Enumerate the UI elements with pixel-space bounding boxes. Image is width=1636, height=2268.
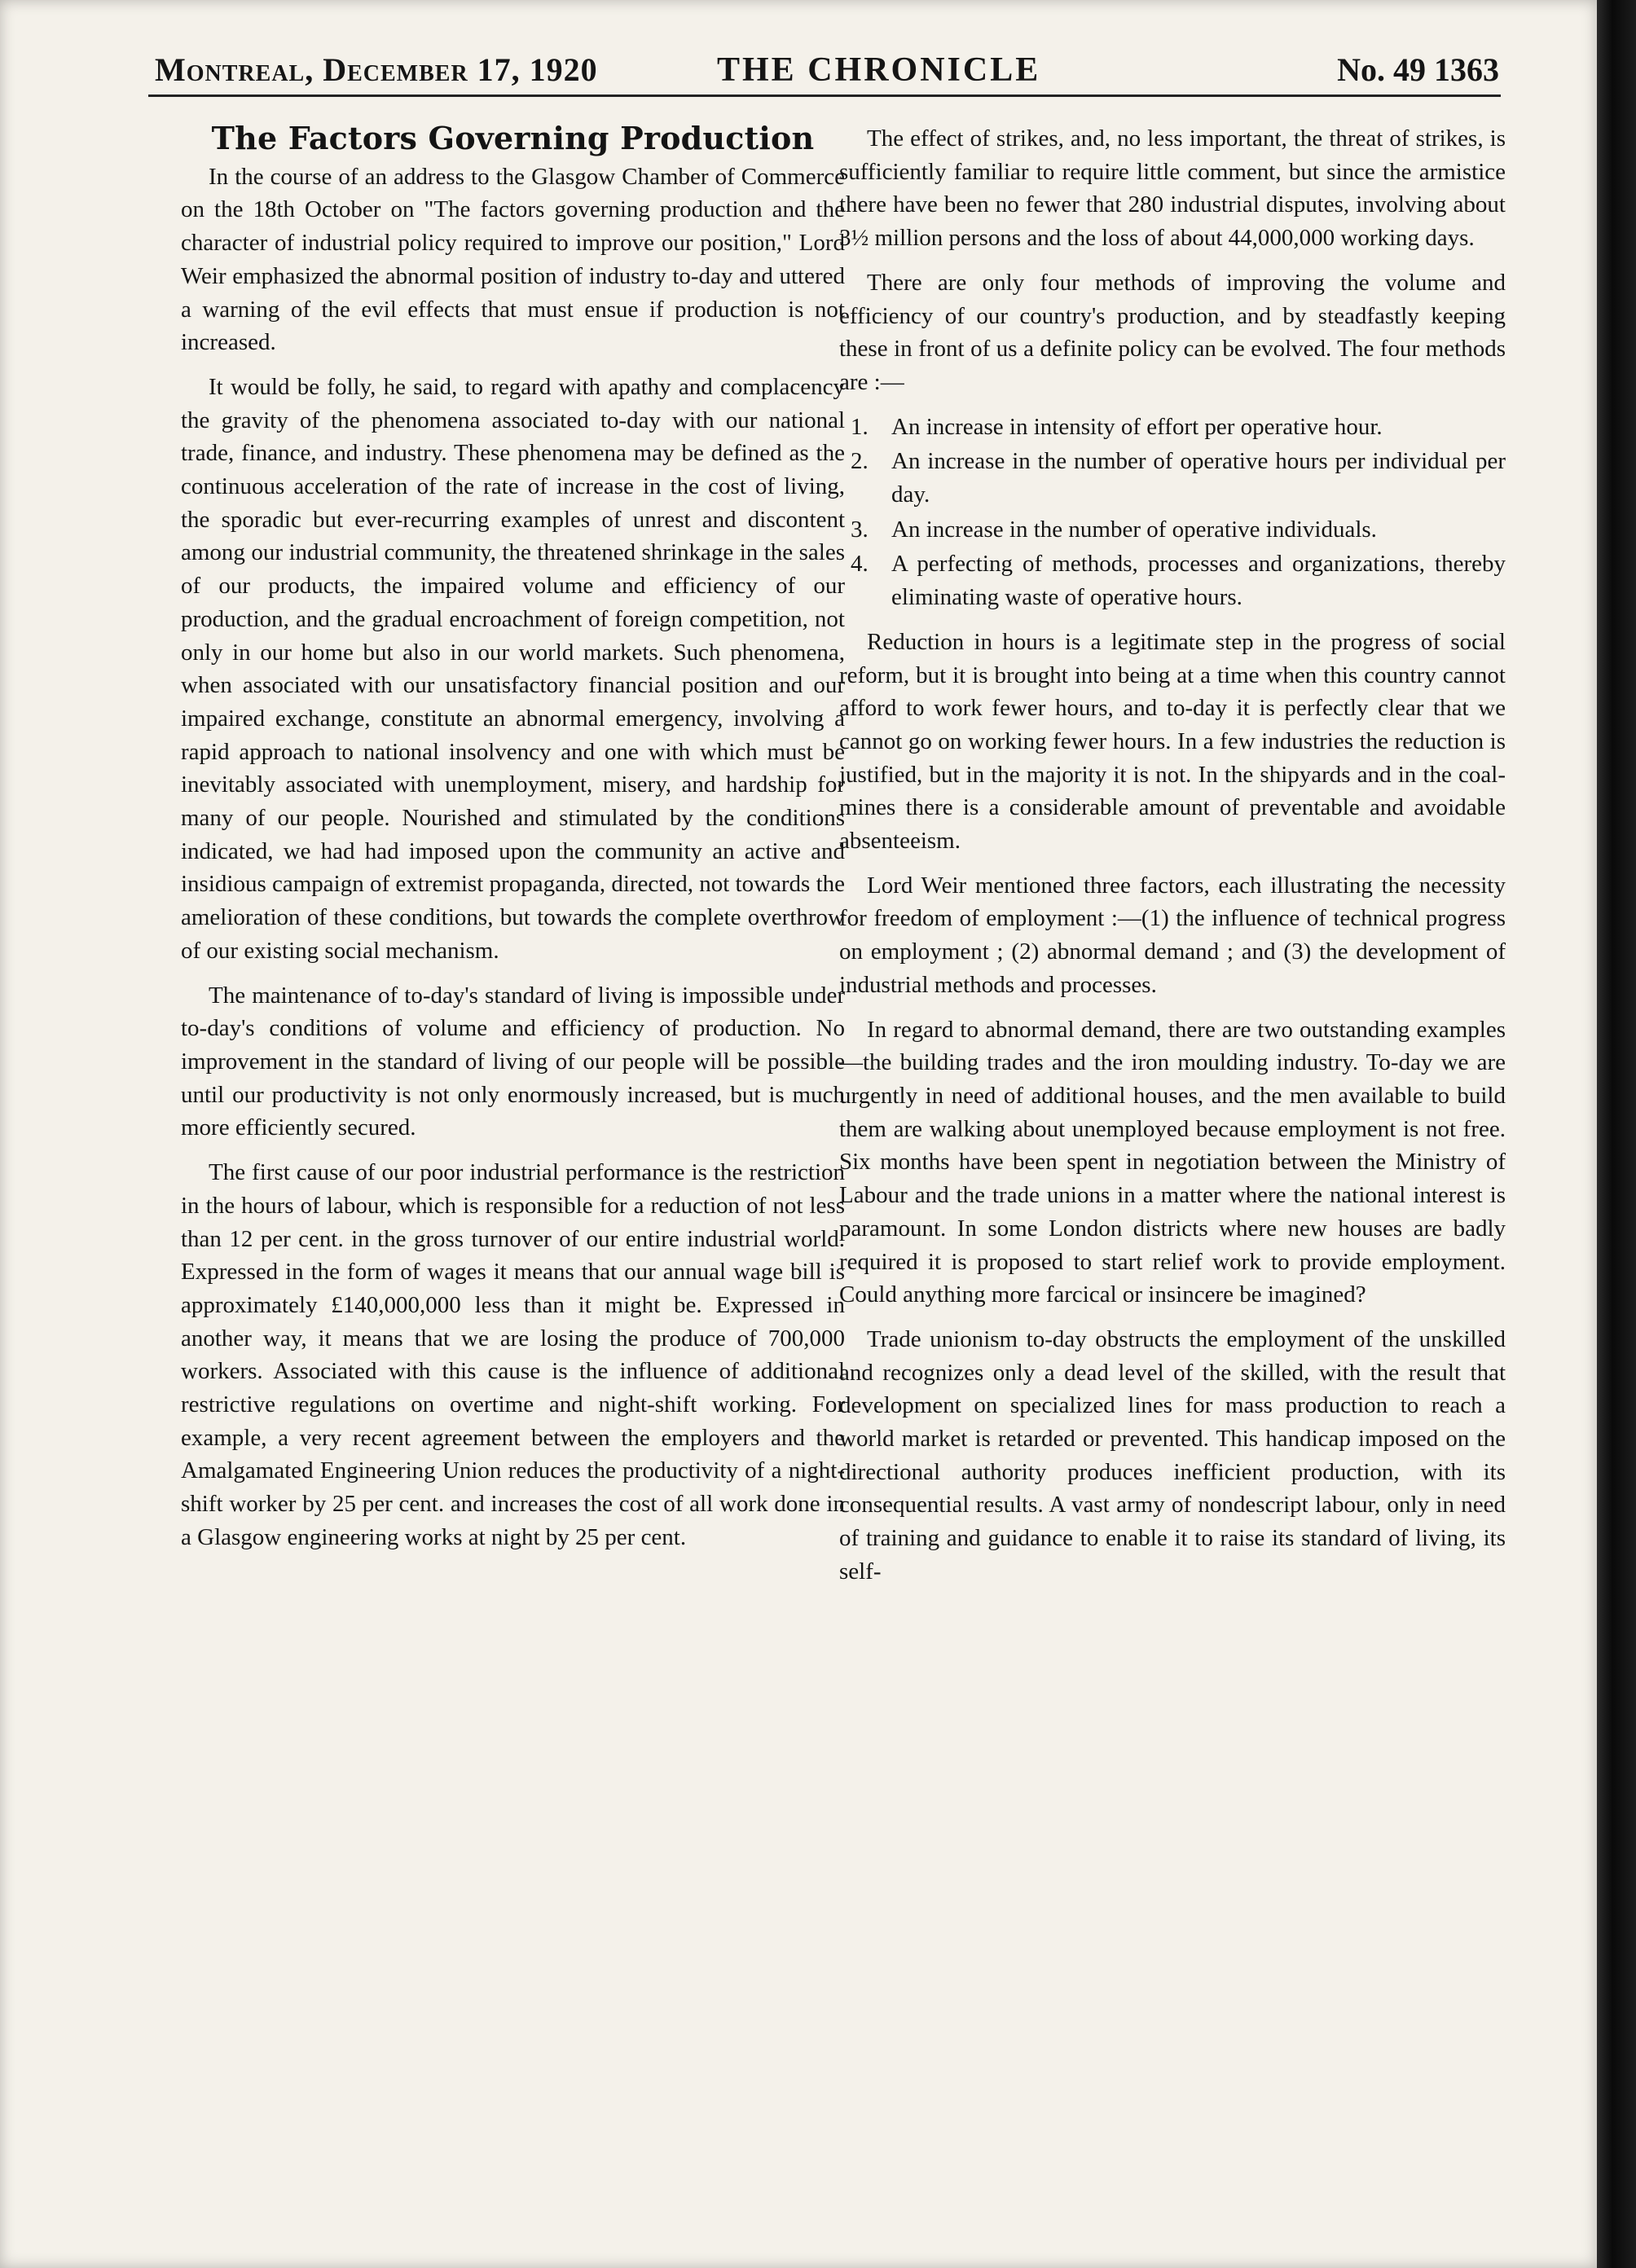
page-header [155, 51, 1499, 91]
paragraph: Trade unionism to-day obstructs the employment of the unskilled and recognizes only a dead level of the skilled, with the result that development on specialized lines for mass production to reach a world market is retarded or prevented. This handicap imposed on the directional authority produces inefficient production, with its consequential results. A vast army of nondescript labour, only in need of training and guidance to enable it to raise its standard of living, its self- [839, 1325, 1506, 1585]
scan-edge [1597, 0, 1636, 2268]
paragraph: The maintenance of to-day's standard of living is impossible under to-day's conditions of volume and efficiency of production. No improvement in the standard of living of our people will be possible until our productivity is not only enormously increased, but is much more efficiently secured. [181, 982, 845, 1141]
left-column [181, 122, 845, 1566]
paragraph: The first cause of our poor industrial performance is the restriction in the hours of labour, which is responsible for a reduction of not less than 12 per cent. in the gross turnover of our entire industrial world. Expressed in the form of wages it means that our annual wage bill is approximately £140,000,000 less than it might be. Expressed in another way, it means that we are losing the produce of 700,000 workers. Associated with this cause is the influence of additional restrictive regulations on overtime and night-shift working. For example, a very recent agreement between the employers and the Amalgamated Engineering Union reduces the productivity of a night-shift worker by 25 per cent. and increases the cost of all work done in a Glasgow engineering works at night by 25 per cent. [181, 1159, 845, 1550]
list-number: 1. [851, 413, 869, 440]
list-number: 3. [851, 516, 869, 543]
paragraph: The effect of strikes, and, no less important, the threat of strikes, is sufficiently familiar to require little comment, but since the armistice there have been no fewer that 280 industrial disputes, involving about 3½ million persons and the loss of about 44,000,000 working days. [839, 125, 1506, 252]
header-rule [148, 94, 1501, 97]
paragraph: It would be folly, he said, to regard with apathy and complacency the gravity of the phenomena associated to-day with our national trade, finance, and industry. These phenomena may be defined as the continuous acceleration of the rate of increase in the cost of living, the sporadic but ever-recurring examples of unrest and discontent among our industrial community, the threatened shrinkage in the sales of our products, the impaired volume and efficiency of our production, and the gradual encroachment of foreign competition, not only in our home but also in our world markets. Such phenomena, when associated with our unsatisfactory financial position and our impaired exchange, constitute an abnormal emergency, involving a rapid approach to national insolvency and one with which must be inevitably associated with unemployment, misery, and hardship for many of our people. Nourished and stimulated by the conditions indicated, we had had imposed upon the community an active and insidious campaign of extremist propaganda, directed, not towards the amelioration of these conditions, but towards the complete overthrow of our existing social mechanism. [181, 373, 846, 964]
list-text: An increase in the number of operative hours per individual per day. [891, 448, 1506, 508]
list-text: An increase in intensity of effort per operative hour. [891, 413, 1383, 440]
methods-list [839, 411, 1506, 614]
paragraph: In the course of an address to the Glasgow Chamber of Commerce on the 18th October on "The factors governing production and the character of industrial policy required to improve our position," Lord Weir emphasized the abnormal position of industry to-day and uttered a warning of the evil effects that must ensue if production is not increased. [181, 163, 845, 356]
list-item [839, 411, 1506, 444]
header-date: Montreal, December 17, 1920 [155, 51, 598, 88]
right-column [839, 122, 1506, 1600]
list-number: 4. [851, 551, 869, 578]
list-number: 2. [851, 448, 869, 475]
list-item [839, 445, 1506, 511]
paragraph: There are only four methods of improving the volume and efficiency of our country's production, and by steadfastly keeping these in front of us a definite policy can be evolved. The four methods are :— [839, 269, 1506, 395]
list-text: A perfecting of methods, processes and organizations, thereby eliminating waste of operative hours. [891, 551, 1506, 611]
paragraph: Reduction in hours is a legitimate step in the progress of social reform, but it is brought into being at a time when this country cannot afford to work fewer hours, and to-day it is perfectly clear that we cannot go on working fewer hours. In a few industries the reduction is justified, but in the majority it is not. In the shipyards and in the coal-mines there is a considerable amount of preventable and avoidable absenteeism. [839, 628, 1506, 855]
issue-page-number: No. 49 1363 [1337, 51, 1499, 88]
paragraph: In regard to abnormal demand, there are two outstanding examples—the building trades and the iron moulding industry. To-day we are urgently in need of additional houses, and the men available to build them are walking about unemployed because employment is not free. Six months have been spent in negotiation between the Ministry of Labour and the trade unions in a matter where the national interest is paramount. In some London districts where new houses are badly required it is proposed to start relief work to provide employment. Could anything more farcical or insincere be imagined? [839, 1016, 1506, 1308]
paragraph: Lord Weir mentioned three factors, each illustrating the necessity for freedom of employment :—(1) the influence of technical progress on employment ; (2) abnormal demand ; and (3) the development of industrial methods and processes. [839, 872, 1506, 998]
article-title: The Factors Governing Production [211, 120, 815, 156]
list-item [839, 547, 1506, 613]
publication-title: THE CHRONICLE [717, 51, 1041, 89]
list-item [839, 513, 1506, 547]
list-text: An increase in the number of operative individuals. [891, 516, 1377, 543]
